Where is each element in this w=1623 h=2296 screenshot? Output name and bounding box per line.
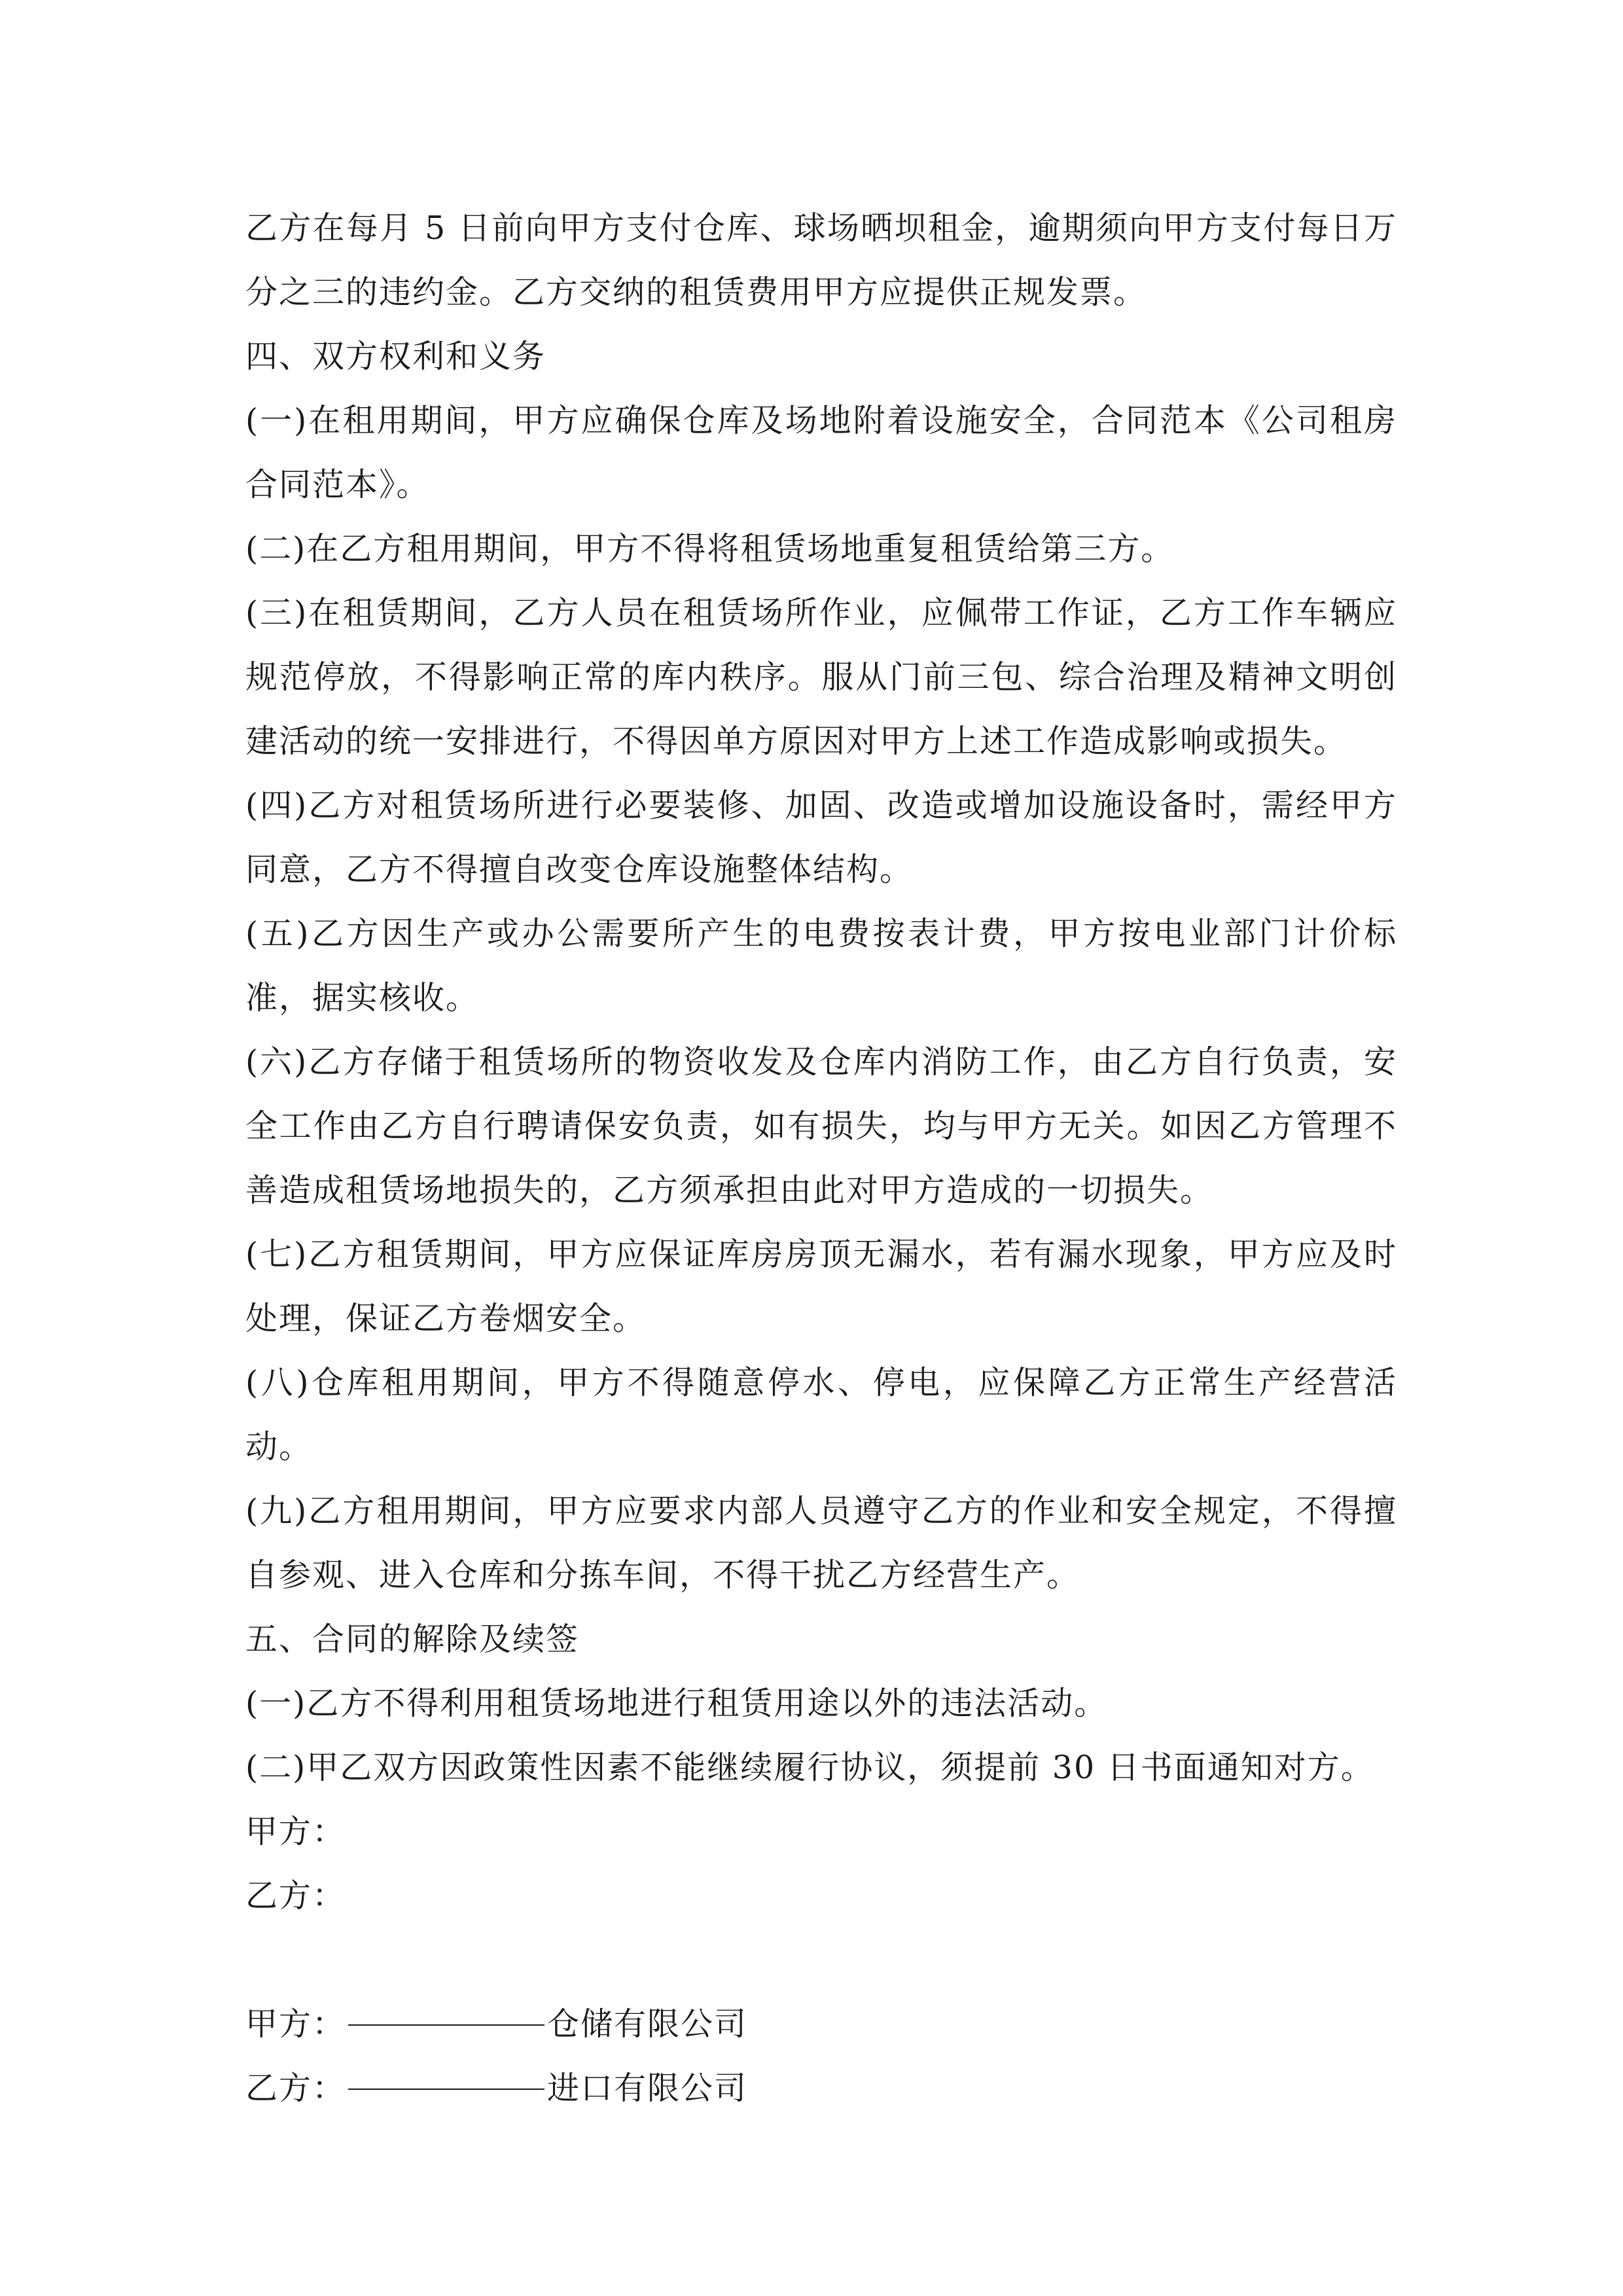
signature-line-party-a (245, 1992, 1397, 2056)
rent-payment-paragraph: 乙方在每月 5 日前向甲方支付仓库、球场晒坝租金，逾期须向甲方支付每日万分之三的违约金。乙方交纳的租赁费用甲方应提供正规发票。 (245, 209, 1397, 311)
signature-company: 进口有限公司 (547, 2070, 748, 2107)
signature-spacer (245, 1928, 1397, 1992)
signature-label: 甲方： (245, 2005, 346, 2043)
section-heading-rights: 四、双方权利和义务 (245, 338, 546, 375)
clause-9-paragraph: (九)乙方租用期间，甲方应要求内部人员遵守乙方的作业和安全规定，不得擅自参观、进入仓库和分拣车间，不得干扰乙方经营生产。 (245, 1492, 1397, 1594)
clause-5-paragraph: (五)乙方因生产或办公需要所产生的电费按表计费，甲方按电业部门计价标准，据实核收。 (245, 915, 1397, 1016)
document-body (245, 196, 1397, 2121)
signature-line-party-b (245, 2056, 1397, 2121)
signature-label: 乙方： (245, 2070, 346, 2107)
clause-8-paragraph: (八)仓库租用期间，甲方不得随意停水、停电，应保障乙方正常生产经营活动。 (245, 1364, 1397, 1465)
termination-clause-1-paragraph: (一)乙方不得利用租赁场地进行租赁用途以外的违法活动。 (245, 1685, 1108, 1722)
clause-4-paragraph: (四)乙方对租赁场所进行必要装修、加固、改造或增加设施设备时，需经甲方同意，乙方不得擅自改变仓库设施整体结构。 (245, 787, 1397, 888)
party-b-label: 乙方： (245, 1877, 346, 1914)
clause-3-paragraph: (三)在租赁期间，乙方人员在租赁场所作业，应佩带工作证，乙方工作车辆应规范停放，不得影响正常的库内秩序。服从门前三包、综合治理及精神文明创建活动的统一安排进行，不得因单方原因对甲方上述工作造成影响或损失。 (245, 594, 1397, 760)
signature-blank (348, 2024, 544, 2026)
clause-1-paragraph: (一)在租用期间，甲方应确保仓库及场地附着设施安全，合同范本《公司租房合同范本》。 (245, 402, 1397, 503)
signature-company: 仓储有限公司 (547, 2005, 748, 2043)
signature-blank (348, 2088, 544, 2090)
section-heading-termination: 五、合同的解除及续签 (245, 1621, 580, 1658)
clause-2-paragraph: (二)在乙方租用期间，甲方不得将租赁场地重复租赁给第三方。 (245, 530, 1175, 567)
clause-7-paragraph: (七)乙方租赁期间，甲方应保证库房房顶无漏水，若有漏水现象，甲方应及时处理，保证乙方卷烟安全。 (245, 1236, 1397, 1337)
termination-clause-2-paragraph: (二)甲乙双方因政策性因素不能继续履行协议，须提前 30 日书面通知对方。 (245, 1749, 1374, 1786)
clause-6-paragraph: (六)乙方存储于租赁场所的物资收发及仓库内消防工作，由乙方自行负责，安全工作由乙方自行聘请保安负责，如有损失，均与甲方无关。如因乙方管理不善造成租赁场地损失的，乙方须承担由此对甲方造成的一切损失。 (245, 1043, 1397, 1209)
party-a-label: 甲方： (245, 1813, 346, 1850)
